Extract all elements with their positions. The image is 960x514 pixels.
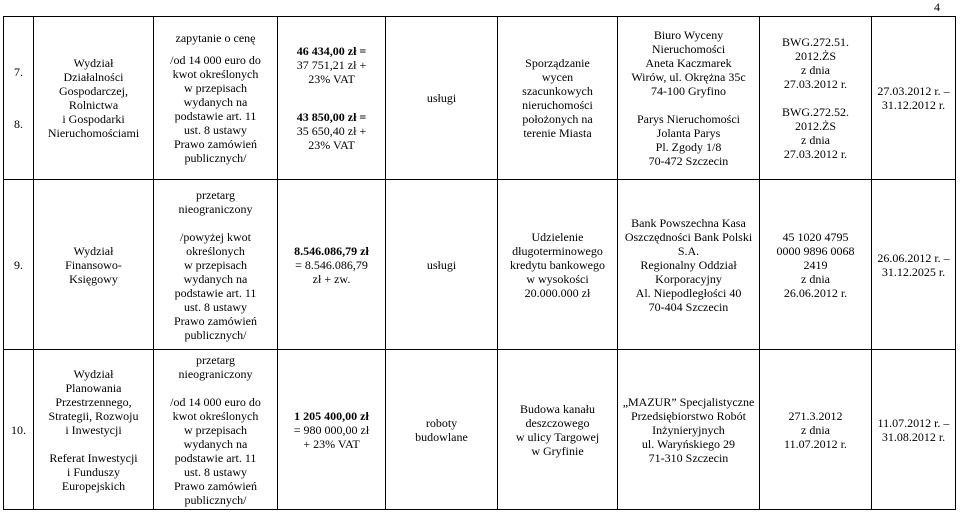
contract-value-cell xyxy=(278,17,386,180)
subject-line: 20.000.000 zł xyxy=(524,285,591,300)
contract-line: 45 1020 4795 xyxy=(782,229,849,244)
contract-value-cell xyxy=(278,350,386,510)
table-row xyxy=(4,180,956,350)
unit-line: i Funduszy xyxy=(66,464,120,479)
contract-line: BWG.272.51. xyxy=(782,35,849,49)
mode-line: wydanych na xyxy=(183,271,248,286)
contractor-line: Biuro Wyceny xyxy=(653,28,724,42)
contractor-line: 70-472 Szczecin xyxy=(648,154,729,168)
subject-line: długoterminowego xyxy=(512,243,603,258)
row-number-cell xyxy=(4,350,34,510)
contractor-line: Inżynieryjnych xyxy=(652,422,725,437)
contract-line: z dnia xyxy=(801,271,830,286)
mode-line: publicznych/ xyxy=(184,151,247,165)
table-row xyxy=(4,17,956,180)
subject-cell xyxy=(498,17,618,180)
subject-line: w wysokości xyxy=(526,271,589,286)
period-line: 31.12.2025 r. xyxy=(881,264,946,279)
value-line: 46 434,00 zł = xyxy=(296,44,367,58)
subject-line: nieruchomości xyxy=(522,98,593,112)
type-line: usługi xyxy=(426,257,457,272)
type-line: roboty xyxy=(425,415,458,430)
subject-line: Budowa kanału xyxy=(520,401,595,416)
mode-line: wydanych na xyxy=(183,95,248,109)
unit-cell xyxy=(34,350,154,510)
contractor-line: ul. Waryńskiego 29 xyxy=(641,436,736,451)
contract-line: 2012.ŻS xyxy=(794,49,836,63)
contract-line: 27.03.2012 r. xyxy=(783,77,848,91)
period-line: 31.08.2012 r. xyxy=(881,429,946,444)
contractor-line: Przedsiębiorstwo Robót xyxy=(631,408,746,423)
row-number-cell xyxy=(4,180,34,350)
row-number: 8. xyxy=(14,117,23,131)
mode-line: /powyżej kwot xyxy=(180,229,251,244)
table-row xyxy=(4,350,956,510)
mode-line: podstawie art. 11 xyxy=(174,285,257,300)
contractor-line: Bank Powszechna Kasa xyxy=(631,215,746,230)
period-cell xyxy=(872,17,956,180)
value-line: 37 751,21 zł + xyxy=(296,58,367,72)
mode-line: publicznych/ xyxy=(184,327,247,342)
mode-line: określonych xyxy=(186,243,245,258)
unit-line: Księgowy xyxy=(69,271,118,286)
unit-cell xyxy=(34,180,154,350)
contractor-line: 74-100 Gryfino xyxy=(651,84,726,98)
contractor-line: Oszczędności Bank Polski xyxy=(624,229,753,244)
contract-line: 271.3.2012 xyxy=(788,408,843,423)
contractor-line: 70-404 Szczecin xyxy=(648,299,729,314)
mode-line: /od 14 000 euro do xyxy=(170,394,261,409)
unit-line: Strategii, Rozwoju xyxy=(48,408,139,423)
mode-line: podstawie art. 11 xyxy=(174,109,257,123)
mode-line: podstawie art. 11 xyxy=(174,450,257,465)
unit-line: Rolnictwa xyxy=(68,98,119,112)
contract-line: z dnia xyxy=(801,63,830,77)
subject-line: wycen xyxy=(541,70,574,84)
type-line: usługi xyxy=(426,91,457,105)
contract-line: 27.03.2012 r. xyxy=(783,147,848,161)
period-line: 26.06.2012 r. – xyxy=(877,250,950,265)
contractor-line: Al. Niepodległości 40 xyxy=(635,285,742,300)
value-line: 1 205 400,00 zł xyxy=(294,408,369,423)
unit-line: Działalności xyxy=(63,70,124,84)
contract-number-cell xyxy=(760,350,872,510)
contractor-line: Korporacyjny xyxy=(655,271,722,286)
row-number: 9. xyxy=(14,257,23,272)
mode-line: Prawo zamówień xyxy=(174,313,257,328)
contract-type-cell xyxy=(386,350,498,510)
unit-line: Finansowo- xyxy=(65,257,122,272)
mode-line: ust. 8 ustawy xyxy=(184,464,247,479)
contractor-cell xyxy=(618,17,760,180)
mode-line: kwot określonych xyxy=(172,67,259,81)
subject-line: deszczowego xyxy=(525,415,590,430)
contractor-line: „MAZUR” Specjalistyczne xyxy=(622,394,755,409)
row-number-cell xyxy=(4,17,34,180)
unit-line: Przestrzennego, xyxy=(55,394,132,409)
value-line: 23% VAT xyxy=(308,138,355,152)
subject-line: położonych na xyxy=(522,112,593,126)
subject-line: szacunkowych xyxy=(522,84,593,98)
unit-line: Europejskich xyxy=(61,478,126,493)
procurement-mode-cell xyxy=(154,350,278,510)
mode-line: publicznych/ xyxy=(184,492,247,507)
mode-line: w przepisach xyxy=(184,257,247,272)
contract-line: BWG.272.52. xyxy=(782,105,849,119)
subject-line: terenie Miasta xyxy=(523,126,592,140)
contractor-line: Nieruchomości xyxy=(651,42,726,56)
contractor-line: 71-310 Szczecin xyxy=(648,450,729,465)
period-cell xyxy=(872,350,956,510)
mode-line: nieograniczony xyxy=(178,201,253,216)
mode-line: przetarg xyxy=(195,187,236,202)
period-line: 27.03.2012 r. – xyxy=(877,84,950,98)
value-line: + 23% VAT xyxy=(303,436,360,451)
contract-line: z dnia xyxy=(801,422,830,437)
mode-line: przetarg xyxy=(195,352,236,367)
contract-line: 11.07.2012 r. xyxy=(784,436,847,451)
value-line: = 8.546.086,79 xyxy=(295,257,368,272)
unit-line: Nieruchomościami xyxy=(47,126,140,140)
period-line: 31.12.2012 r. xyxy=(881,98,946,112)
period-cell xyxy=(872,180,956,350)
unit-line: i Gospodarki xyxy=(62,112,125,126)
contractor-line: Pl. Zgody 1/8 xyxy=(655,140,722,154)
unit-line: Planowania xyxy=(65,380,122,395)
unit-cell xyxy=(34,17,154,180)
mode-line: kwot określonych xyxy=(172,408,259,423)
row-number: 10. xyxy=(11,422,26,437)
subject-line: Sporządzanie xyxy=(525,56,590,70)
contract-type-cell xyxy=(386,180,498,350)
contractor-line: S.A. xyxy=(677,243,700,258)
contractor-line: Regionalny Oddział xyxy=(640,257,737,272)
mode-line: nieograniczony xyxy=(178,366,253,381)
unit-line: Referat Inwestycji xyxy=(49,450,138,465)
contractor-line: Parys Nieruchomości xyxy=(637,112,740,126)
contract-number-cell xyxy=(760,17,872,180)
contract-line: 26.06.2012 r. xyxy=(783,285,848,300)
contract-line: 2419 xyxy=(803,257,828,272)
subject-line: w ulicy Targowej xyxy=(515,429,600,444)
contractor-cell xyxy=(618,180,760,350)
subject-line: kredytu bankowego xyxy=(510,257,605,272)
unit-line: i Inwestycji xyxy=(65,422,122,437)
contract-type-cell xyxy=(386,17,498,180)
row-number: 7. xyxy=(14,65,23,79)
unit-line: Wydział xyxy=(73,243,114,258)
period-line: 11.07.2012 r. – xyxy=(877,415,950,430)
subject-cell xyxy=(498,180,618,350)
mode-line: Prawo zamówień xyxy=(174,478,257,493)
value-line: 23% VAT xyxy=(308,72,355,86)
mode-line: w przepisach xyxy=(184,422,247,437)
unit-line: Wydział xyxy=(73,56,114,70)
value-line: = 980 000,00 zł xyxy=(293,422,370,437)
mode-line: w przepisach xyxy=(184,81,247,95)
subject-cell xyxy=(498,350,618,510)
mode-line: ust. 8 ustawy xyxy=(184,299,247,314)
unit-line: Gospodarczej, xyxy=(59,84,128,98)
contracts-table xyxy=(3,16,956,510)
value-line: 35 650,40 zł + xyxy=(296,124,367,138)
procurement-mode-cell xyxy=(154,17,278,180)
mode-line: zapytanie o cenę xyxy=(175,31,256,45)
type-line: budowlane xyxy=(415,429,468,444)
mode-line: Prawo zamówień xyxy=(174,137,257,151)
contractor-line: Aneta Kaczmarek xyxy=(645,56,732,70)
contract-line: z dnia xyxy=(801,133,830,147)
contract-line: 2012.ŻS xyxy=(794,119,836,133)
contractor-line: Wirów, ul. Okrężna 35c xyxy=(631,70,746,84)
contract-value-cell xyxy=(278,180,386,350)
mode-line: ust. 8 ustawy xyxy=(184,123,247,137)
subject-line: Udzielenie xyxy=(531,229,584,244)
unit-line: Wydział xyxy=(73,366,114,381)
procurement-mode-cell xyxy=(154,180,278,350)
subject-line: w Gryfinie xyxy=(531,443,584,458)
contract-line: 0000 9896 0068 xyxy=(776,243,855,258)
mode-line: /od 14 000 euro do xyxy=(170,53,261,67)
value-line: 43 850,00 zł = xyxy=(296,110,367,124)
mode-line: wydanych na xyxy=(183,436,248,451)
value-line: zł + zw. xyxy=(312,271,351,286)
contract-number-cell xyxy=(760,180,872,350)
contractor-cell xyxy=(618,350,760,510)
value-line: 8.546.086,79 zł xyxy=(294,243,369,258)
contractor-line: Jolanta Parys xyxy=(656,126,721,140)
page-number: 4 xyxy=(934,0,940,14)
